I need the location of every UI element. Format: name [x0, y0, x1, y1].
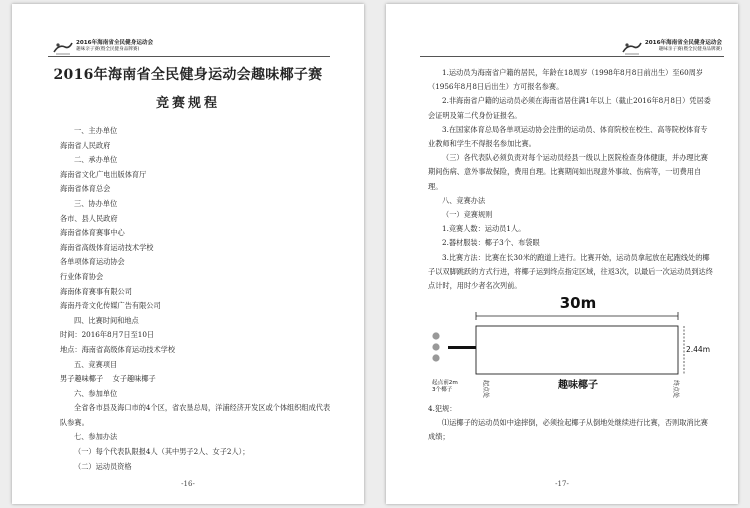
participants-paragraph: 全省各市县及海口市的4个区，省农垦总局，洋浦经济开发区或个体组织组成代表队参赛。	[60, 403, 331, 427]
header-rule	[48, 56, 330, 57]
body-line: 海南丹奇文化传媒广告有限公司	[60, 301, 161, 311]
body-line: （一）每个代表队限报4人（其中男子2人、女子2人）；	[74, 447, 250, 457]
right-page	[386, 4, 738, 504]
body-line: 七、参加办法	[74, 432, 118, 442]
body-line: 二、承办单位	[74, 155, 118, 165]
document-title: 2016年海南省全民健身运动会趣味椰子赛	[53, 67, 323, 83]
body-line: 2.器材服装：椰子3个、布袋眼	[442, 238, 540, 248]
body-line: 六、参加单位	[74, 388, 118, 398]
header-subtitle: 趣味亲子赛(暨全民健身品牌赛)	[658, 47, 722, 52]
coconut-icon	[432, 343, 439, 350]
foul-paragraph: ⑴运椰子的运动员如中途摔倒，必须捡起椰子从倒地处继续进行比赛，否则取消比赛成绩；	[428, 418, 708, 442]
body-line: 海南省体育赛事中心	[60, 228, 125, 238]
page-number: -17-	[555, 480, 569, 488]
body-line: （三）各代表队必须负责对每个运动员经县一级以上医院检查身体健康，并办理比赛期间伤病、意外事故保险，费用自理。比赛期间如出现意外事故、伤病等，一切费用自理。	[428, 153, 708, 191]
left-page	[12, 4, 364, 504]
body-line: 海南省文化广电出版体育厅	[60, 169, 147, 179]
body-line: 地点：海南省高级体育运动技术学校	[60, 344, 176, 354]
body-line: 1.运动员为海南省户籍的居民，年龄在18周岁（1998年8月8日前出生）至60周岁（1956年8月8日后出生）方可报名参赛。	[428, 68, 704, 92]
body-line: 海南省人民政府	[60, 140, 111, 150]
header-title: 2016年海南省全民健身运动会	[76, 40, 154, 46]
body-line: 一、主办单位	[74, 126, 118, 135]
body-line: 3.在国家体育总局各单项运动协会注册的运动员、体育院校在校生、高等院校体育专业教师和学生不得报名参加比赛。	[428, 124, 708, 149]
right-body	[428, 66, 714, 293]
logo-icon	[52, 41, 74, 55]
body-line: 行业体育协会	[60, 271, 104, 281]
start-line-label: 起点处	[482, 380, 489, 399]
body-line: 五、竞赛项目	[74, 359, 118, 369]
body-line: 四、比赛时间和地点	[74, 315, 139, 325]
length-label: 30m	[559, 294, 597, 312]
body-line: （二）运动员资格	[74, 461, 132, 471]
body-line: 2.非海南省户籍的运动员必须在海南省居住满1年以上（截止2016年8月8日）凭居委会证明及第二代身份证报名。	[428, 96, 711, 120]
course-diagram	[428, 290, 714, 402]
logo-icon	[621, 41, 643, 55]
body-line: 八、竞赛办法	[442, 195, 486, 205]
body-line: （一）竞赛规则	[442, 210, 493, 220]
header-rule	[420, 56, 724, 57]
coconut-icon	[432, 354, 439, 361]
right-bottom	[428, 402, 714, 445]
race-method-paragraph: 3.比赛方法：比赛在长30米的跑道上进行。比赛开始，运动员拿起放在起跑线处的椰子以双脚跳跃的方式行进，将椰子运到终点指定区域，往返3次，以最后一次运动员到达终点计时，用时少者名次列前。	[428, 252, 713, 291]
coconut-icon	[432, 332, 439, 339]
width-label: 2.44m	[686, 345, 711, 354]
body-line: 海南体育赛事有限公司	[60, 286, 132, 296]
body-line: 各单项体育运动协会	[60, 257, 125, 267]
body-line: 海南省高级体育运动技术学校	[60, 242, 154, 252]
start-bar	[448, 346, 476, 349]
body-line: 海南省体育总会	[60, 184, 111, 194]
end-line-label: 终点处	[672, 380, 679, 399]
body-line: 时间：2016年8月7日至10日	[60, 330, 155, 340]
body-line: 各市、县人民政府	[60, 213, 118, 223]
header-subtitle: 趣味亲子赛(暨全民健身品牌赛)	[76, 47, 140, 52]
header-title: 2016年海南省全民健身运动会	[644, 40, 722, 46]
diagram-name: 趣味椰子	[558, 380, 598, 391]
start-note: 起点前2m 3个椰子	[432, 380, 458, 393]
lane-rectangle	[476, 326, 678, 374]
document-subtitle: 竞赛规程	[155, 96, 220, 111]
foul-heading: 4.犯规：	[428, 404, 457, 413]
page-number: -16-	[181, 480, 195, 488]
body-line: 1.竞赛人数：运动员1人。	[442, 224, 526, 234]
body-line: 三、协办单位	[74, 198, 118, 208]
body-line: 男子趣味椰子 女子趣味椰子	[60, 374, 156, 384]
left-body	[60, 124, 334, 474]
